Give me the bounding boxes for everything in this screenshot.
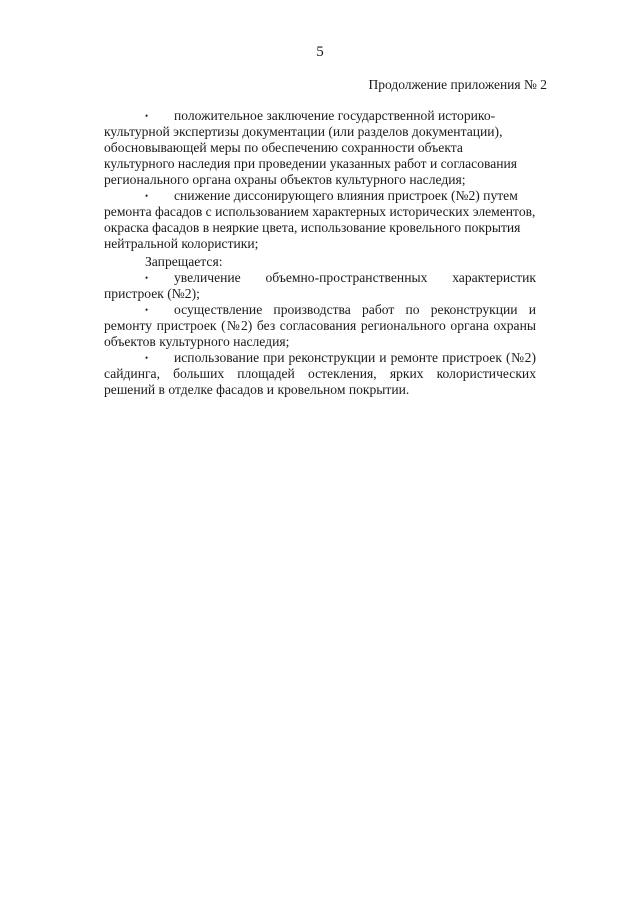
bullet-icon: • <box>145 111 149 121</box>
required-item-dissonance <box>104 188 536 252</box>
bullet-icon: • <box>145 191 149 201</box>
appendix-continuation-note: Продолжение приложения № 2 <box>368 77 547 92</box>
prohibited-item-text: осуществление производства работ по реконструкции и ремонту пристроек (№2) без согласования регионального органа охраны объектов культурного наследия; <box>104 302 536 349</box>
required-item-text: положительное заключение государственной историко-культурной экспертизы документации (или разделов документации), обосновывающей меры по обеспечению сохранности объекта культурного наследия при проведении указанных работ и согласования регионального органа охраны объектов культурного наследия; <box>104 108 518 187</box>
prohibited-heading: Запрещается: <box>145 254 223 269</box>
bullet-icon: • <box>145 305 149 315</box>
bullet-icon: • <box>145 353 149 363</box>
prohibited-item-text: использование при реконструкции и ремонте пристроек (№2) сайдинга, больших площадей остекления, ярких колористических решений в отделке фасадов и кровельном покрытии. <box>104 350 536 397</box>
bullet-icon: • <box>145 273 149 283</box>
prohibited-item-materials <box>104 350 536 398</box>
document-body <box>104 108 536 398</box>
prohibited-item-volume <box>104 270 536 302</box>
prohibited-item-works <box>104 302 536 350</box>
required-item-expertise <box>104 108 536 188</box>
page-number: 5 <box>316 44 324 60</box>
prohibited-item-text: увеличение объемно-пространственных характеристик пристроек (№2); <box>104 270 536 301</box>
required-item-text: снижение диссонирующего влияния пристроек (№2) путем ремонта фасадов с использованием характерных исторических элементов, окраска фасадов в неяркие цвета, использование кровельного покрытия нейтральной колористики; <box>104 188 536 251</box>
